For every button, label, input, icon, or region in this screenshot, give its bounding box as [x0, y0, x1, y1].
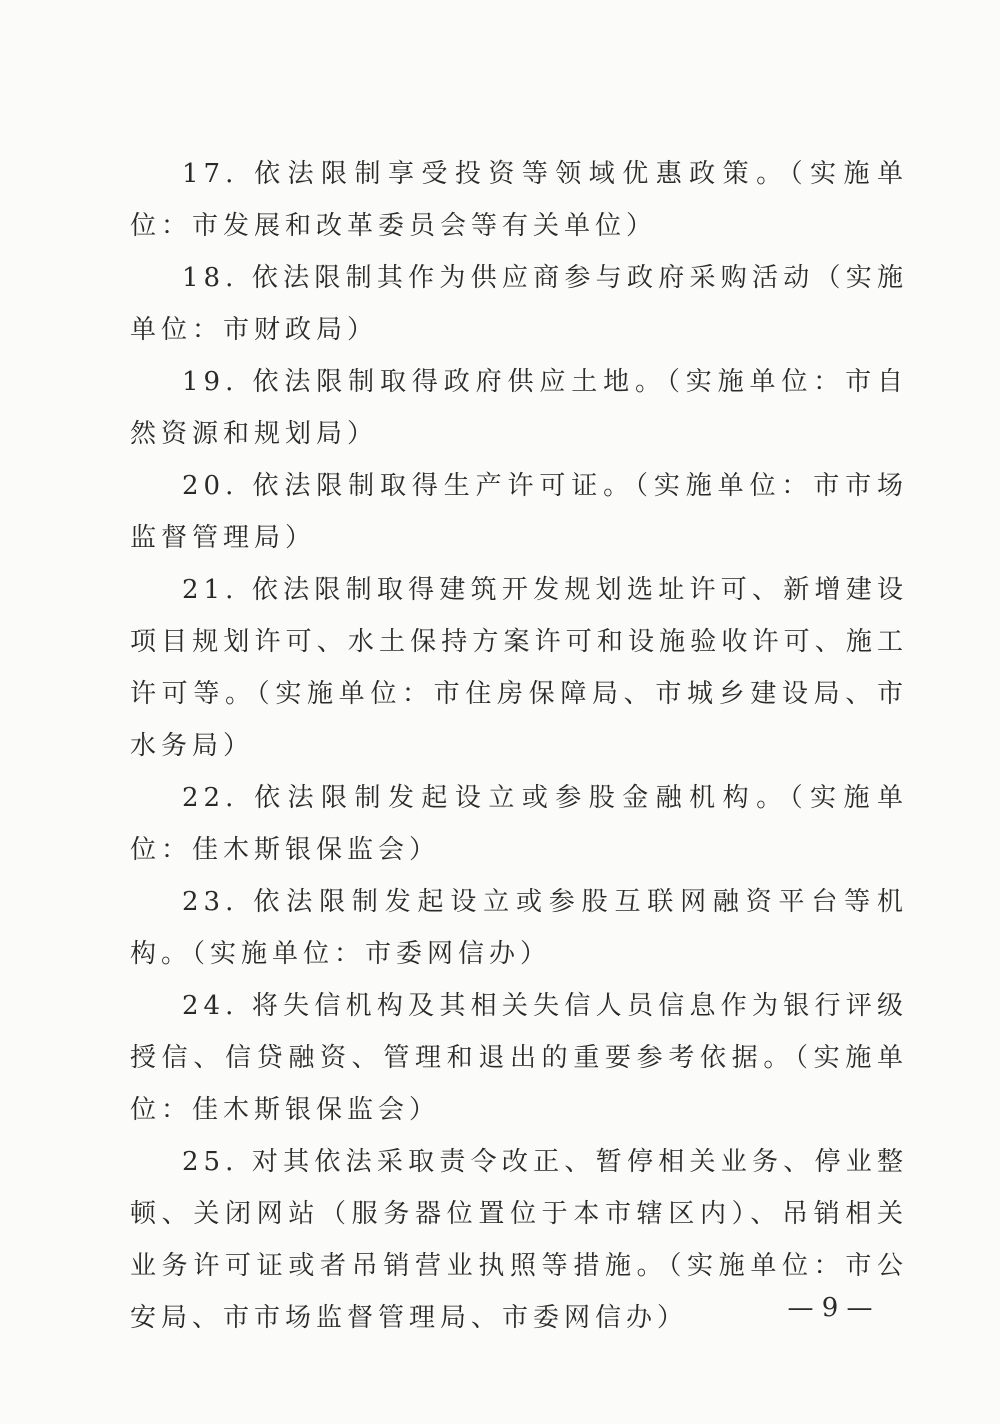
- list-item: 19. 依法限制取得政府供应土地。（实施单位：市自然资源和规划局）: [130, 367, 908, 449]
- list-item: 20. 依法限制取得生产许可证。（实施单位：市市场监督管理局）: [130, 471, 908, 553]
- list-item: 21. 依法限制取得建筑开发规划选址许可、新增建设项目规划许可、水土保持方案许可和设施验收许可、施工许可等。（实施单位：市住房保障局、市城乡建设局、市水务局）: [130, 575, 908, 761]
- list-item: 25. 对其依法采取责令改正、暂停相关业务、停业整顿、关闭网站（服务器位置位于本市辖区内）、吊销相关业务许可证或者吊销营业执照等措施。（实施单位：市公安局、市市场监督管理局、市委网信办）: [130, 1147, 908, 1333]
- page-number: — 9 —: [787, 1293, 873, 1323]
- list-item: 18. 依法限制其作为供应商参与政府采购活动（实施单位：市财政局）: [130, 263, 908, 345]
- list-item: 23. 依法限制发起设立或参股互联网融资平台等机构。（实施单位：市委网信办）: [130, 887, 908, 969]
- list-item: 22. 依法限制发起设立或参股金融机构。（实施单位：佳木斯银保监会）: [130, 783, 908, 865]
- list-item: 17. 依法限制享受投资等领域优惠政策。（实施单位：市发展和改革委员会等有关单位）: [130, 159, 908, 241]
- document-body: [130, 148, 908, 1344]
- list-item: 24. 将失信机构及其相关失信人员信息作为银行评级授信、信贷融资、管理和退出的重要参考依据。（实施单位：佳木斯银保监会）: [130, 991, 908, 1125]
